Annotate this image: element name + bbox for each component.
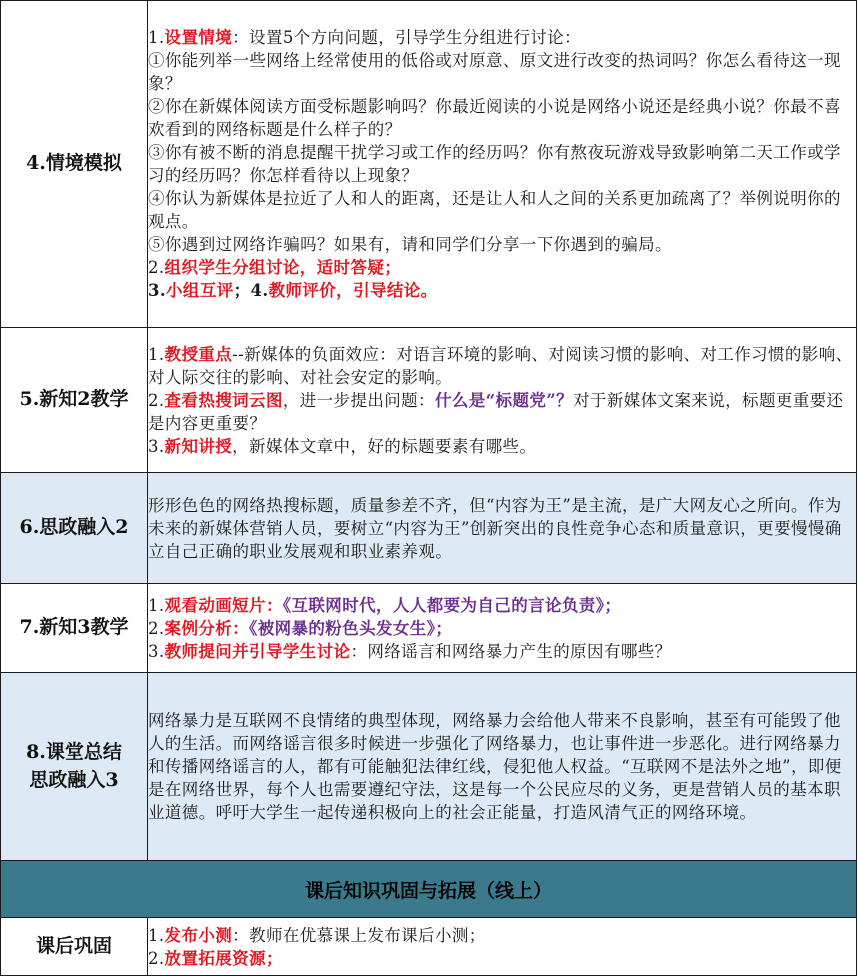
line-text: ；4. — [233, 281, 269, 300]
row-8-summary-ideology-3 — [1, 673, 857, 861]
row-content — [148, 584, 857, 673]
line-number: 1. — [148, 344, 165, 364]
line-number: 1. — [148, 595, 165, 615]
content-line — [148, 435, 856, 458]
content-line — [148, 26, 856, 49]
line-number: 2. — [148, 618, 165, 638]
line-number: 2. — [148, 390, 165, 410]
highlight-red: 教师评价，引导结论。 — [268, 281, 438, 300]
content-line — [148, 640, 856, 663]
row-6-ideology-2 — [1, 473, 857, 584]
row-content — [148, 328, 857, 473]
highlight-purple: 《被网暴的粉色头发女生》； — [249, 618, 453, 638]
row-5-new-knowledge-2 — [1, 328, 857, 473]
question-3: ③你有被不断的消息提醒干扰学习或工作的经历吗？你有熬夜玩游戏导致影响第二天工作或学习的经历吗？你怎样看待以上现象？ — [148, 143, 841, 185]
question-1: ①你能列举一些网络上经常使用的低俗或对原意、原文进行改变的热词吗？你怎么看待这一现象？ — [148, 51, 841, 93]
highlight-red: 案例分析： — [164, 618, 250, 638]
line-number: 2. — [148, 258, 165, 277]
row-4-situation-simulation — [1, 1, 857, 328]
row-label-line-1: 8.课堂总结 — [26, 740, 122, 763]
line-text: ：教师在优慕课上发布课后小测； — [232, 925, 486, 945]
content-line — [148, 343, 856, 389]
highlight-red: 发布小测 — [164, 925, 233, 945]
highlight-red: 观看动画短片： — [164, 595, 283, 615]
section-header-row — [1, 861, 857, 918]
highlight-red: 放置拓展资源； — [164, 948, 283, 968]
question-2: ②你在新媒体阅读方面受标题影响吗？你最近阅读的小说是网络小说还是经典小说？你最不喜欢看到的网络标题是什么样子的？ — [148, 97, 841, 139]
highlight-red: 设置情境 — [164, 28, 233, 47]
row-content: 网络暴力是互联网不良情绪的典型体现，网络暴力会给他人带来不良影响，甚至有可能毁了他人的生活。而网络谣言很多时候进一步强化了网络暴力，也让事件进一步恶化。进行网络暴力和传播网络谣言的人，都有可能触犯法律红线，侵犯他人权益。“互联网不是法外之地”，即便是在网络世界，每个人也需要遵纪守法，这是每一个公民应尽的义务，更是营销人员的基本职业道德。呼吁大学生一起传递积极向上的社会正能量，打造风清气正的网络环境。 — [148, 673, 857, 861]
highlight-red: 教授重点 — [164, 344, 233, 364]
content-line — [148, 279, 856, 302]
line-number: 1. — [148, 28, 165, 47]
content-line — [148, 594, 856, 617]
row-7-new-knowledge-3 — [1, 584, 857, 673]
row-label: 5.新知2教学 — [1, 328, 148, 473]
row-label: 7.新知3教学 — [1, 584, 148, 673]
highlight-red: 教师提问并引导学生讨论 — [164, 641, 351, 661]
highlight-red: 小组互评 — [166, 281, 234, 300]
line-text: ：网络谣言和网络暴力产生的原因有哪些？ — [350, 641, 672, 661]
question-4: ④你认为新媒体是拉近了人和人的距离，还是让人和人之间的关系更加疏离了？举例说明你的观点。 — [148, 189, 841, 231]
row-content: 形形色色的网络热搜标题，质量参差不齐，但“内容为王”是主流，是广大网友心之所向。作为未来的新媒体营销人员，要树立“内容为王”创新突出的良性竞争心态和质量意识，更要慢慢确立自己正确的职业发展观和职业素养观。 — [148, 473, 857, 584]
line-number: 3. — [148, 436, 165, 456]
highlight-purple: 《互联网时代，人人都要为自己的言论负责》； — [282, 595, 622, 615]
line-text: --新媒体的负面效应：对语言环境的影响、对阅读习惯的影响、对工作习惯的影响、对人际交往的影响、对社会安定的影响。 — [148, 344, 853, 387]
content-line — [148, 617, 856, 640]
content-line — [148, 389, 856, 435]
line-text: ：设置5个方向问题，引导学生分组进行讨论： — [232, 28, 582, 47]
line-number: 1. — [148, 925, 165, 945]
line-text: ，进一步提出问题： — [282, 390, 435, 410]
row-content — [148, 1, 857, 328]
content-line — [148, 256, 856, 279]
row-label: 课后巩固 — [1, 918, 148, 976]
highlight-purple: 什么是“标题党”？ — [434, 390, 574, 410]
highlight-red: 查看热搜词云图 — [164, 390, 283, 410]
line-number: 3. — [148, 281, 167, 300]
row-content — [148, 918, 857, 976]
question-5: ⑤你遇到过网络诈骗吗？如果有，请和同学们分享一下你遇到的骗局。 — [148, 235, 672, 254]
content-line — [148, 924, 856, 947]
content-line — [148, 947, 856, 970]
line-text: 对于新媒体文案来说，标题更重要还是内容更重要？ — [148, 390, 844, 433]
row-9-after-class-consolidation — [1, 918, 857, 976]
section-title: 课后知识巩固与拓展（线上） — [1, 861, 857, 918]
row-label — [1, 673, 148, 861]
row-label: 6.思政融入2 — [1, 473, 148, 584]
line-text: ，新媒体文章中，好的标题要素有哪些。 — [232, 436, 537, 456]
highlight-red: 新知讲授 — [164, 436, 233, 456]
row-label: 4.情境模拟 — [1, 1, 148, 328]
line-number: 3. — [148, 641, 165, 661]
highlight-red: 组织学生分组讨论，适时答疑； — [164, 258, 402, 277]
row-label-line-2: 思政融入3 — [29, 768, 119, 791]
line-number: 2. — [148, 948, 165, 968]
